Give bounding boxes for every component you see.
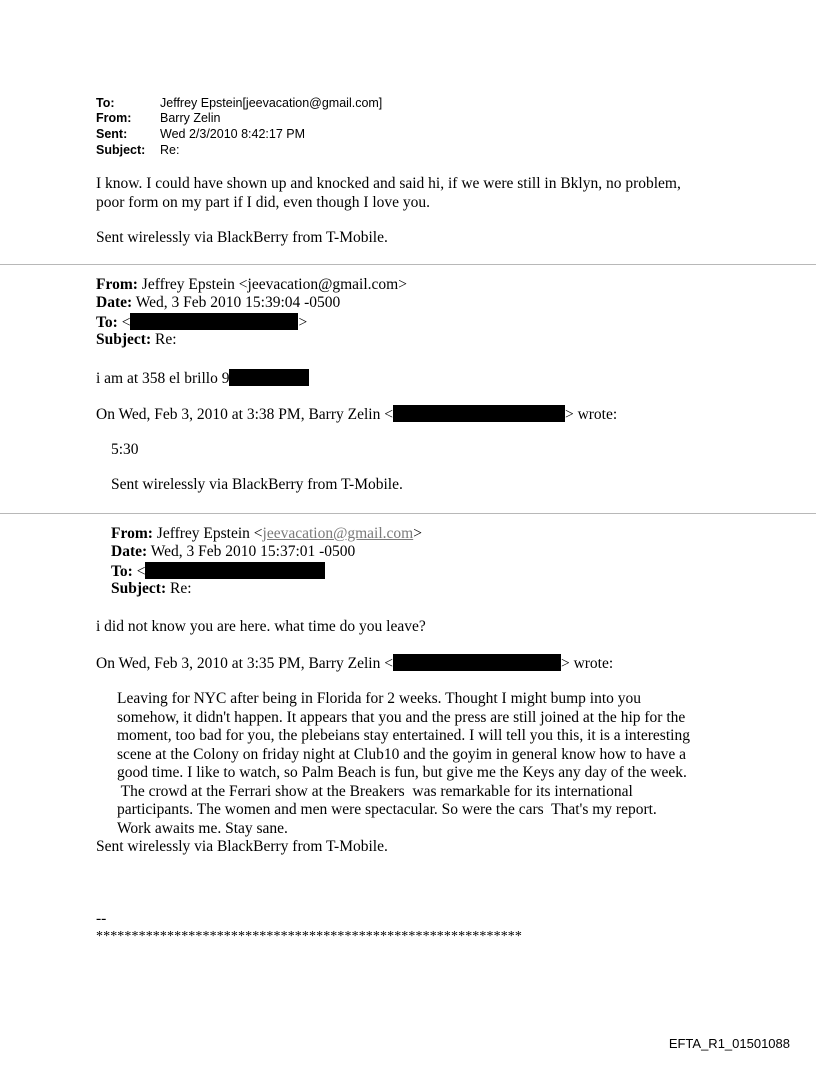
footer-dashes: --	[96, 910, 107, 927]
msg2-body	[96, 369, 309, 388]
msg2-from	[96, 276, 407, 294]
quoted-line: Leaving for NYC after being in Florida for 2 weeks. Thought I might bump into you	[117, 690, 642, 707]
subject-value: Re:	[160, 143, 180, 157]
msg3-subject-label: Subject:	[111, 580, 167, 597]
redaction-block	[130, 313, 298, 330]
redaction-block	[393, 654, 561, 671]
msg3-subject-value: Re:	[169, 580, 192, 597]
redaction-block	[229, 369, 309, 386]
quote-intro-suffix: > wrote:	[564, 406, 618, 423]
msg3-to	[111, 562, 325, 581]
msg3-email-link[interactable]: jeevacation@gmail.com	[262, 525, 414, 542]
footer-stars: ************************************************************	[96, 929, 522, 944]
msg2-body-partial: 9	[221, 370, 230, 387]
msg3-from-close: >	[413, 525, 422, 542]
msg2-quoted-signature: Sent wirelessly via BlackBerry from T-Mobile.	[111, 476, 403, 493]
sent-label: Sent:	[96, 127, 128, 141]
msg2-to-prefix: <	[121, 314, 131, 331]
reply-signature: Sent wirelessly via BlackBerry from T-Mobile.	[96, 229, 388, 246]
divider	[0, 513, 816, 514]
msg2-date-value: Wed, 3 Feb 2010 15:39:04 -0500	[135, 294, 341, 311]
quoted-line: good time. I like to watch, so Palm Beach is fun, but give me the Keys any day of the week.	[117, 764, 687, 781]
document-id: EFTA_R1_01501088	[668, 1036, 790, 1051]
msg3-body: i did not know you are here. what time do you leave?	[96, 618, 426, 635]
msg2-from-value: Jeffrey Epstein <jeevacation@gmail.com>	[141, 276, 407, 293]
msg3-subject	[111, 580, 192, 598]
msg2-to-suffix: >	[298, 314, 308, 331]
msg2-from-label: From:	[96, 276, 138, 293]
reply-body-line: I know. I could have shown up and knocked and said hi, if we were still in Bklyn, no problem,	[96, 175, 681, 192]
quoted-line: somehow, it didn't happen. It appears that you and the press are still joined at the hip for the	[117, 708, 686, 726]
to-label: To:	[96, 96, 115, 110]
msg3-to-label: To:	[111, 563, 133, 580]
redaction-block	[145, 562, 325, 579]
msg3-quote-intro	[96, 654, 613, 673]
msg3-date-value: Wed, 3 Feb 2010 15:37:01 -0500	[150, 543, 356, 560]
msg3-to-prefix: <	[136, 563, 146, 580]
quoted-line: scene at the Colony on friday night at Club10 and the goyim in general know how to have a	[117, 745, 687, 763]
msg3-date-label: Date:	[111, 543, 148, 560]
msg2-date-label: Date:	[96, 294, 133, 311]
quoted-line: Work awaits me. Stay sane.	[117, 819, 288, 837]
msg2-quote-intro	[96, 405, 617, 424]
redaction-block	[393, 405, 565, 422]
msg2-subject-label: Subject:	[96, 331, 152, 348]
divider	[0, 264, 816, 265]
msg2-to	[96, 313, 307, 332]
to-value: Jeffrey Epstein[jeevacation@gmail.com]	[160, 96, 383, 110]
msg3-date	[111, 543, 355, 561]
sent-value: Wed 2/3/2010 8:42:17 PM	[160, 127, 306, 141]
msg2-date	[96, 294, 340, 312]
quoted-line: participants. The women and men were spectacular. So were the cars That's my report.	[117, 801, 657, 818]
msg3-from-label: From:	[111, 525, 153, 542]
reply-body	[96, 175, 681, 212]
msg2-to-label: To:	[96, 314, 118, 331]
msg3-from	[111, 525, 422, 543]
msg3-quoted-body	[117, 690, 690, 838]
msg3-from-name: Jeffrey Epstein <	[156, 525, 263, 542]
from-value: Barry Zelin	[160, 111, 221, 125]
msg2-subject-value: Re:	[154, 331, 177, 348]
msg3-signature: Sent wirelessly via BlackBerry from T-Mobile.	[96, 838, 388, 855]
subject-label: Subject:	[96, 143, 146, 157]
quote-intro-suffix: > wrote:	[560, 655, 614, 672]
from-label: From:	[96, 111, 132, 125]
quoted-line: moment, too bad for you, the plebeians stay entertained. I will tell you this, it is a interesting	[117, 727, 690, 744]
quote-intro-prefix: On Wed, Feb 3, 2010 at 3:35 PM, Barry Zelin <	[96, 655, 393, 672]
msg2-subject	[96, 331, 177, 349]
reply-body-line: poor form on my part if I did, even though I love you.	[96, 193, 431, 211]
quote-intro-prefix: On Wed, Feb 3, 2010 at 3:38 PM, Barry Zelin <	[96, 406, 393, 423]
msg2-quoted-time: 5:30	[111, 441, 139, 458]
msg2-body-text: i am at 358 el brillo	[96, 370, 218, 387]
quoted-line: The crowd at the Ferrari show at the Breakers was remarkable for its international	[117, 782, 633, 800]
